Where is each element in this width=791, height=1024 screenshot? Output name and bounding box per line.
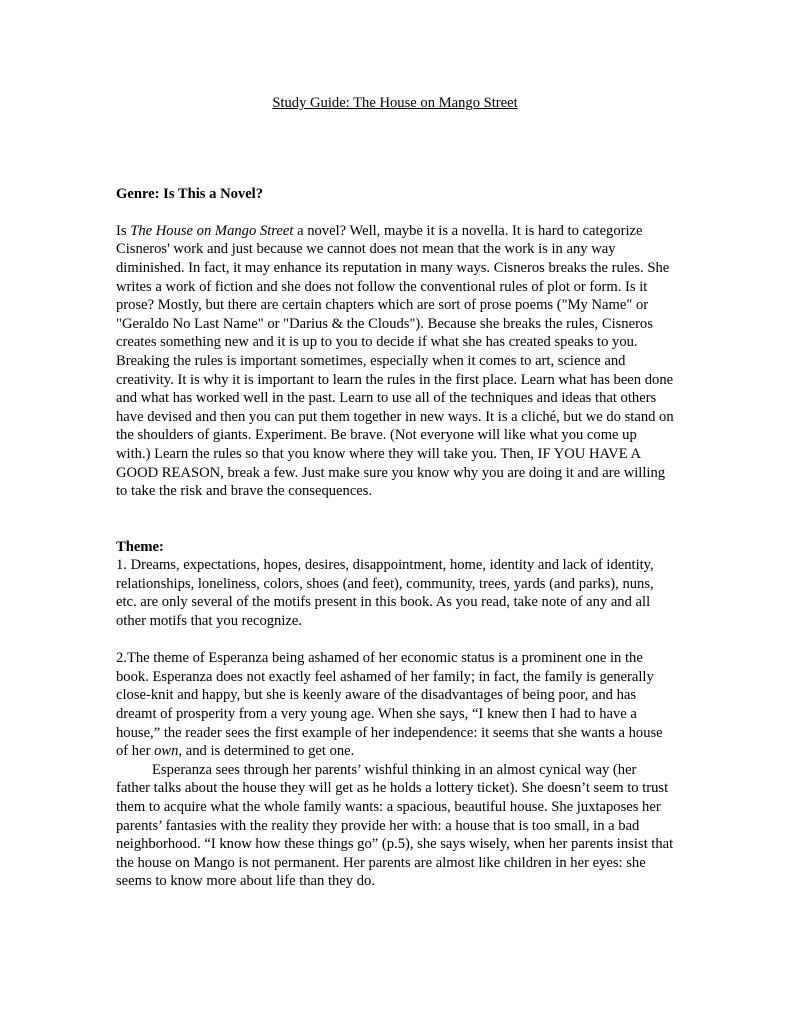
- genre-text-rest: a novel? Well, maybe it is a novella. It is hard to categorize Cisneros' work and just because we cannot does not mean that the work is in any way diminished. In fact, it may enhance its reputation in many ways. Cisneros breaks the rules. She writes a work of fiction and she does not follow the conventional rules of plot or form. Is it prose? Mostly, but there are certain chapters which are sort of prose poems ("My Name" or "Geraldo No Last Name" or "Darius & the Clouds"). Because she breaks the rules, Cisneros creates something new and it is up to you to decide if what she has created speaks to you. Breaking the rules is important sometimes, especially when it comes to art, science and creativity. It is why it is important to learn the rules in the first place. Learn what has been done and what has worked well in the past. Learn to use all of the techniques and ideas that others have devised and then you can put them together in new ways. It is a cliché, but we do stand on the shoulders of giants. Experiment. Be brave. (Not everyone will like what you come up with.) Learn the rules so that you know where they will take you. Then, IF YOU HAVE A GOOD REASON, break a few. Just make sure you know why you are doing it and are willing to take the risk and brave the consequences.: [116, 222, 674, 500]
- theme-item-2-continued: Esperanza sees through her parents’ wishful thinking in an almost cynical way (her father talks about the house they will get as he holds a lottery ticket). She doesn’t seem to trust them to acquire what the whole family wants: a spacious, beautiful house. She juxtaposes her parents’ fantasies with the reality they provide her with: a house that is too small, in a bad neighborhood. “I know how these things go” (p.5), she says wisely, when her parents insist that the house on Mango is not permanent. Her parents are almost like children in her eyes: she seems to know more about life than they do.: [116, 761, 674, 890]
- theme-item-2-end: , and is determined to get one.: [178, 743, 355, 760]
- genre-text-start: Is: [116, 222, 131, 239]
- document-title: Study Guide: The House on Mango Street: [272, 95, 518, 111]
- theme-item-2-start: 2.The theme of Esperanza being ashamed of her economic status is a prominent one in the book. Esperanza does not exactly feel ashamed of her family; in fact, the family is generally close-knit and happy, but she is keenly aware of the disadvantages of being poor, and has dreamt of prosperity from a very young age. When she says, “I knew then I had to have a house,” the reader sees the first example of her independence: it seems that she wants a house of her: [116, 650, 663, 760]
- theme-heading: Theme:: [116, 538, 164, 555]
- book-title-italic: The House on Mango Street: [130, 222, 294, 239]
- own-italic: own: [154, 743, 179, 760]
- genre-heading: Genre: Is This a Novel?: [116, 185, 264, 202]
- theme-item-1: 1. Dreams, expectations, hopes, desires, disappointment, home, identity and lack of identity, relationships, loneliness, colors, shoes (and feet), community, trees, yards (and parks), nuns, etc. are only several of the motifs present in this book. As you read, take note of any and all other motifs that you recognize.: [116, 557, 654, 630]
- genre-paragraph: [116, 222, 674, 501]
- theme-item-2: [116, 649, 674, 761]
- document-page: [116, 94, 674, 891]
